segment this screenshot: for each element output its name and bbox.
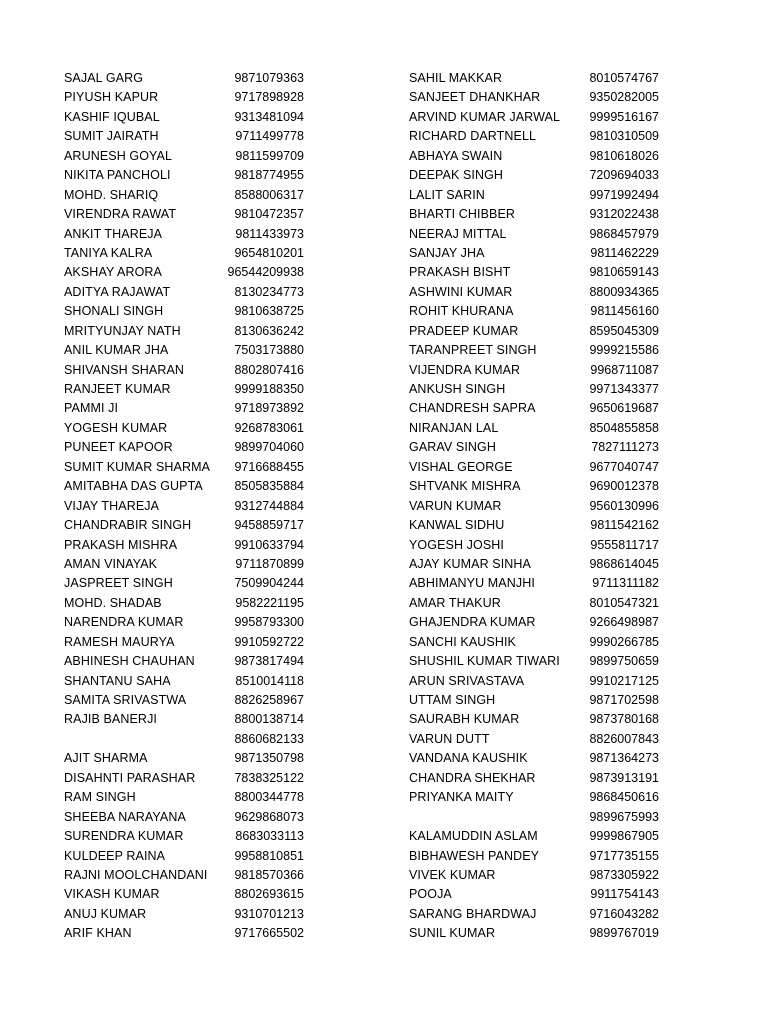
contact-phone: 9350282005 xyxy=(589,90,659,105)
contact-phone: 7503173880 xyxy=(234,343,304,358)
left-contact-column xyxy=(64,69,304,944)
contact-row xyxy=(409,380,659,399)
contact-row xyxy=(409,88,659,107)
contact-name: SAJAL GARG xyxy=(64,71,144,85)
contact-phone: 7827111273 xyxy=(591,440,659,455)
contact-phone: 9310701213 xyxy=(234,906,304,921)
contact-row xyxy=(409,322,659,341)
contact-phone: 9811542162 xyxy=(590,518,659,533)
contact-name: VANDANA KAUSHIK xyxy=(409,751,528,766)
contact-row xyxy=(64,788,304,807)
contact-phone: 9810310509 xyxy=(589,129,659,144)
contact-phone: 9871364273 xyxy=(589,751,659,766)
contact-name: SANJAY JHA xyxy=(409,245,485,260)
contact-name: SUNIL KUMAR xyxy=(409,926,496,941)
contact-row xyxy=(64,225,304,244)
contact-phone: 7838325122 xyxy=(234,770,304,785)
contact-row xyxy=(64,283,304,302)
contact-name: VISHAL GEORGE xyxy=(409,459,513,474)
contact-row xyxy=(409,438,659,457)
contact-phone: 8800934365 xyxy=(589,284,659,299)
contact-name: SHTVANK MISHRA xyxy=(409,479,521,494)
contact-row xyxy=(64,399,304,418)
contact-name: KASHIF IQUBAL xyxy=(64,109,160,124)
contact-phone: 9266498987 xyxy=(589,615,659,630)
contact-row xyxy=(409,885,659,904)
contact-phone: 9818774955 xyxy=(234,168,304,183)
contact-row xyxy=(409,672,659,691)
contact-phone: 9716688455 xyxy=(234,459,304,474)
contact-row xyxy=(409,594,659,613)
contact-row xyxy=(64,847,304,866)
contact-row xyxy=(409,341,659,360)
contact-name: ANKIT THAREJA xyxy=(64,226,163,241)
contact-row xyxy=(64,419,304,438)
contact-name: JASPREET SINGH xyxy=(64,576,173,591)
contact-name: ARVIND KUMAR JARWAL xyxy=(409,109,561,124)
contact-row xyxy=(64,866,304,885)
contact-name: VIKASH KUMAR xyxy=(64,887,160,902)
contact-name: RICHARD DARTNELL xyxy=(409,129,537,144)
contact-phone: 9560130996 xyxy=(589,498,659,513)
contact-row xyxy=(64,108,304,127)
contact-row xyxy=(409,302,659,321)
contact-name: VIVEK KUMAR xyxy=(409,867,496,882)
contact-name: GARAV SINGH xyxy=(409,440,496,455)
contact-phone: 9718973892 xyxy=(234,401,304,416)
contact-row xyxy=(409,574,659,593)
contact-row xyxy=(409,69,659,88)
contact-row xyxy=(64,477,304,496)
contact-phone: 9899767019 xyxy=(589,926,659,941)
contact-phone: 9899675993 xyxy=(589,809,659,824)
contact-phone: 9971343377 xyxy=(589,382,659,396)
contact-row xyxy=(409,847,659,866)
contact-phone: 9717898928 xyxy=(234,90,304,105)
contact-name: AMITABHA DAS GUPTA xyxy=(64,479,203,494)
contact-name: VIJAY THAREJA xyxy=(64,498,160,513)
contact-name: SHEEBA NARAYANA xyxy=(64,809,186,824)
contact-row xyxy=(409,263,659,282)
contact-row xyxy=(409,788,659,807)
contact-name: ANUJ KUMAR xyxy=(64,906,147,921)
contact-row xyxy=(409,205,659,224)
contact-name: RAM SINGH xyxy=(64,790,136,805)
contact-phone: 8800344778 xyxy=(234,790,304,805)
contact-name: RAMESH MAURYA xyxy=(64,634,175,649)
contact-name: SAURABH KUMAR xyxy=(409,712,520,727)
contact-phone: 9716043282 xyxy=(589,906,659,921)
contact-row xyxy=(409,691,659,710)
contact-row xyxy=(409,186,659,205)
contact-row xyxy=(64,341,304,360)
contact-name: MRITYUNJAY NATH xyxy=(64,323,181,338)
contact-phone: 8505835884 xyxy=(234,479,304,494)
contact-name: SANJEET DHANKHAR xyxy=(409,90,541,105)
contact-phone: 8802693615 xyxy=(234,887,304,902)
contact-row xyxy=(64,633,304,652)
contact-phone: 9999188350 xyxy=(234,382,304,396)
contact-row xyxy=(409,497,659,516)
contact-phone: 9811462229 xyxy=(590,245,659,260)
contact-name: AKSHAY ARORA xyxy=(64,265,162,280)
contact-name: SHIVANSH SHARAN xyxy=(64,362,185,377)
contact-name: BHARTI CHIBBER xyxy=(409,207,516,222)
contact-name: NEERAJ MITTAL xyxy=(409,226,507,241)
contact-row xyxy=(64,458,304,477)
contact-row xyxy=(409,555,659,574)
contact-phone: 9871079363 xyxy=(234,71,304,85)
contact-row xyxy=(64,885,304,904)
contact-name: VARUN KUMAR xyxy=(409,498,502,513)
contact-phone: 9711499778 xyxy=(235,129,304,144)
contact-row xyxy=(409,652,659,671)
contact-row xyxy=(409,536,659,555)
contact-name: PRAKASH MISHRA xyxy=(64,537,178,552)
contact-name: NIKITA PANCHOLI xyxy=(64,168,171,183)
contact-phone: 8504855858 xyxy=(589,420,659,435)
contact-phone: 7209694033 xyxy=(589,168,659,183)
contact-row xyxy=(64,497,304,516)
contact-phone: 9910592722 xyxy=(234,634,304,649)
contact-row xyxy=(64,769,304,788)
contact-phone: 8010547321 xyxy=(589,595,659,610)
contact-phone: 9711870899 xyxy=(235,556,304,571)
contact-phone: 9811456160 xyxy=(590,304,659,319)
contact-row xyxy=(409,244,659,263)
right-contact-column xyxy=(409,69,659,944)
contact-phone: 8826258967 xyxy=(234,693,304,707)
contact-phone: 7509904244 xyxy=(234,576,304,591)
contact-name: CHANDRA SHEKHAR xyxy=(409,770,536,785)
contact-phone: 8800138714 xyxy=(234,712,304,727)
contact-name: PAMMI JI xyxy=(64,401,119,416)
contact-phone: 9811599709 xyxy=(235,148,304,163)
contact-phone: 9971992494 xyxy=(589,187,659,202)
contact-name: ANIL KUMAR JHA xyxy=(64,343,169,358)
contact-row xyxy=(64,594,304,613)
contact-name: TANIYA KALRA xyxy=(64,245,153,260)
contact-phone: 8130636242 xyxy=(234,323,304,338)
contact-phone: 9873817494 xyxy=(234,654,304,669)
contact-name: SANCHI KAUSHIK xyxy=(409,634,516,649)
contact-row xyxy=(409,225,659,244)
contact-row xyxy=(64,127,304,146)
contact-row xyxy=(409,127,659,146)
contact-phone: 9868450616 xyxy=(589,790,659,805)
contact-row xyxy=(64,691,304,710)
contact-phone: 9690012378 xyxy=(589,479,659,494)
contact-phone: 8826007843 xyxy=(589,731,659,746)
contact-name: ANKUSH SINGH xyxy=(409,382,506,396)
contact-phone: 9810472357 xyxy=(234,207,304,222)
contact-name: AJAY KUMAR SINHA xyxy=(409,556,531,571)
contact-row xyxy=(409,361,659,380)
contact-phone: 9312744884 xyxy=(234,498,304,513)
contact-row xyxy=(64,186,304,205)
contact-phone: 9958810851 xyxy=(234,848,304,863)
contact-name: ASHWINI KUMAR xyxy=(409,284,513,299)
contact-row xyxy=(64,380,304,399)
contact-name: AMAN VINAYAK xyxy=(64,556,158,571)
contact-name: RAJNI MOOLCHANDANI xyxy=(64,867,208,882)
contact-row xyxy=(409,399,659,418)
contact-name: ROHIT KHURANA xyxy=(409,304,514,319)
contact-row xyxy=(64,302,304,321)
contact-phone: 9717735155 xyxy=(589,848,659,863)
contact-phone: 9899704060 xyxy=(234,440,304,455)
contact-phone: 9990266785 xyxy=(589,634,659,649)
contact-phone: 9811433973 xyxy=(235,226,304,241)
contact-name: SHONALI SINGH xyxy=(64,304,164,319)
contact-name: CHANDRESH SAPRA xyxy=(409,401,536,416)
contact-phone: 9873913191 xyxy=(589,770,659,785)
contact-name: PRADEEP KUMAR xyxy=(409,323,519,338)
contact-name: SARANG BHARDWAJ xyxy=(409,906,537,921)
contact-phone: 8802807416 xyxy=(234,362,304,377)
contact-name: CHANDRABIR SINGH xyxy=(64,518,192,533)
contact-name: SAMITA SRIVASTWA xyxy=(64,693,187,707)
contact-phone: 8860682133 xyxy=(234,731,304,746)
contact-name: ABHAYA SWAIN xyxy=(409,148,503,163)
contact-name: UTTAM SINGH xyxy=(409,693,496,707)
contact-name: PIYUSH KAPUR xyxy=(64,90,159,105)
contact-phone: 9910633794 xyxy=(234,537,304,552)
contact-name: ARUN SRIVASTAVA xyxy=(409,673,525,688)
contact-name: VARUN DUTT xyxy=(409,731,490,746)
contact-row xyxy=(409,905,659,924)
contact-name: ARIF KHAN xyxy=(64,926,132,941)
contact-name: KANWAL SIDHU xyxy=(409,518,505,533)
contact-name: KALAMUDDIN ASLAM xyxy=(409,829,538,844)
contact-row xyxy=(64,905,304,924)
contact-phone: 9810638725 xyxy=(234,304,304,319)
contact-row xyxy=(409,166,659,185)
contact-phone: 9711311182 xyxy=(592,576,659,591)
contact-row xyxy=(409,419,659,438)
contact-phone: 8588006317 xyxy=(234,187,304,202)
contact-row xyxy=(64,88,304,107)
contact-name: ABHINESH CHAUHAN xyxy=(64,654,195,669)
contact-name: NIRANJAN LAL xyxy=(409,420,499,435)
contact-phone: 9677040747 xyxy=(589,459,659,474)
contact-name: GHAJENDRA KUMAR xyxy=(409,615,536,630)
contact-row xyxy=(409,477,659,496)
contact-name: TARANPREET SINGH xyxy=(409,343,537,358)
contact-phone: 9968711087 xyxy=(590,362,659,377)
contact-name: ARUNESH GOYAL xyxy=(64,148,173,163)
contact-row xyxy=(409,769,659,788)
contact-phone: 96544209938 xyxy=(227,265,304,280)
contact-name: SAHIL MAKKAR xyxy=(409,71,503,85)
contact-name: AJIT SHARMA xyxy=(64,751,148,766)
contact-row xyxy=(64,516,304,535)
contact-phone: 9999215586 xyxy=(589,343,659,358)
contact-phone: 8010574767 xyxy=(589,71,659,85)
contact-row xyxy=(64,361,304,380)
contact-row xyxy=(409,283,659,302)
contact-name: POOJA xyxy=(409,887,452,902)
contact-row xyxy=(64,69,304,88)
contact-phone: 9910217125 xyxy=(589,673,659,688)
contact-row xyxy=(409,108,659,127)
contact-phone: 9555811717 xyxy=(590,537,659,552)
contact-row xyxy=(409,633,659,652)
contact-row xyxy=(409,808,659,827)
contact-name: NARENDRA KUMAR xyxy=(64,615,184,630)
contact-phone: 9313481094 xyxy=(234,109,304,124)
contact-name: PUNEET KAPOOR xyxy=(64,440,173,455)
contact-name: MOHD. SHADAB xyxy=(64,595,162,610)
contact-phone: 8595045309 xyxy=(589,323,659,338)
contact-row xyxy=(64,652,304,671)
contact-row xyxy=(409,827,659,846)
contact-row xyxy=(64,536,304,555)
contact-name: DEEPAK SINGH xyxy=(409,168,504,183)
contact-phone: 9999516167 xyxy=(589,109,659,124)
contact-phone: 9871350798 xyxy=(234,751,304,766)
contact-row xyxy=(409,458,659,477)
contact-name: SHANTANU SAHA xyxy=(64,673,171,688)
contact-phone: 8510014118 xyxy=(235,673,304,688)
contact-phone: 9871702598 xyxy=(589,693,659,707)
contact-row xyxy=(64,574,304,593)
contact-row xyxy=(409,516,659,535)
contact-name: SHUSHIL KUMAR TIWARI xyxy=(409,654,560,669)
contact-name: AMAR THAKUR xyxy=(409,595,501,610)
contact-name: RANJEET KUMAR xyxy=(64,382,171,396)
contact-name: ABHIMANYU MANJHI xyxy=(409,576,535,591)
contact-phone: 9650619687 xyxy=(589,401,659,416)
contact-row xyxy=(64,244,304,263)
contact-row xyxy=(64,555,304,574)
contact-phone: 9458859717 xyxy=(234,518,304,533)
contact-phone: 9868457979 xyxy=(589,226,659,241)
contact-phone: 9717665502 xyxy=(234,926,304,941)
contact-name: KULDEEP RAINA xyxy=(64,848,166,863)
contact-name: PRIYANKA MAITY xyxy=(409,790,514,805)
contact-name: DISAHNTI PARASHAR xyxy=(64,770,196,785)
contact-row xyxy=(64,730,304,749)
contact-phone: 9999867905 xyxy=(589,829,659,844)
contact-row xyxy=(409,749,659,768)
contact-name: YOGESH JOSHI xyxy=(409,537,504,552)
contact-phone: 9899750659 xyxy=(589,654,659,669)
contact-phone: 9818570366 xyxy=(234,867,304,882)
contact-row xyxy=(64,438,304,457)
contact-phone: 8130234773 xyxy=(234,284,304,299)
contact-row xyxy=(64,205,304,224)
contact-phone: 9911754143 xyxy=(590,887,659,902)
contact-row xyxy=(64,710,304,729)
contact-phone: 9873780168 xyxy=(589,712,659,727)
contact-phone: 9810659143 xyxy=(589,265,659,280)
contact-name: ADITYA RAJAWAT xyxy=(64,284,171,299)
contact-row xyxy=(64,749,304,768)
contact-row xyxy=(64,263,304,282)
contact-name: SUMIT JAIRATH xyxy=(64,129,159,144)
contact-phone: 9873305922 xyxy=(589,867,659,882)
contact-name: LALIT SARIN xyxy=(409,187,485,202)
contact-phone: 9654810201 xyxy=(234,245,304,260)
contact-name: MOHD. SHARIQ xyxy=(64,187,159,202)
contact-name: RAJIB BANERJI xyxy=(64,712,157,727)
contact-row xyxy=(409,730,659,749)
contact-phone: 9582221195 xyxy=(235,595,304,610)
contact-row xyxy=(409,710,659,729)
contact-row xyxy=(409,613,659,632)
contact-row xyxy=(409,147,659,166)
contact-phone: 9629868073 xyxy=(234,809,304,824)
contact-row xyxy=(64,322,304,341)
contact-row xyxy=(64,672,304,691)
contact-phone: 9958793300 xyxy=(234,615,304,630)
contact-phone: 9312022438 xyxy=(589,207,659,222)
contact-name: BIBHAWESH PANDEY xyxy=(409,848,540,863)
contact-row xyxy=(64,147,304,166)
contact-phone: 9810618026 xyxy=(589,148,659,163)
contact-name: PRAKASH BISHT xyxy=(409,265,511,280)
contact-name: YOGESH KUMAR xyxy=(64,420,168,435)
contact-name: SURENDRA KUMAR xyxy=(64,829,184,844)
contact-row xyxy=(64,808,304,827)
contact-row xyxy=(409,924,659,943)
contact-row xyxy=(64,924,304,943)
contact-row xyxy=(64,827,304,846)
contact-name: VIRENDRA RAWAT xyxy=(64,207,177,222)
contact-row xyxy=(64,613,304,632)
contact-phone: 8683033113 xyxy=(235,829,304,844)
contact-row xyxy=(409,866,659,885)
contact-name: VIJENDRA KUMAR xyxy=(409,362,521,377)
contact-name: SUMIT KUMAR SHARMA xyxy=(64,459,211,474)
contact-phone: 9268783061 xyxy=(234,420,304,435)
contact-row xyxy=(64,166,304,185)
contact-phone: 9868614045 xyxy=(589,556,659,571)
